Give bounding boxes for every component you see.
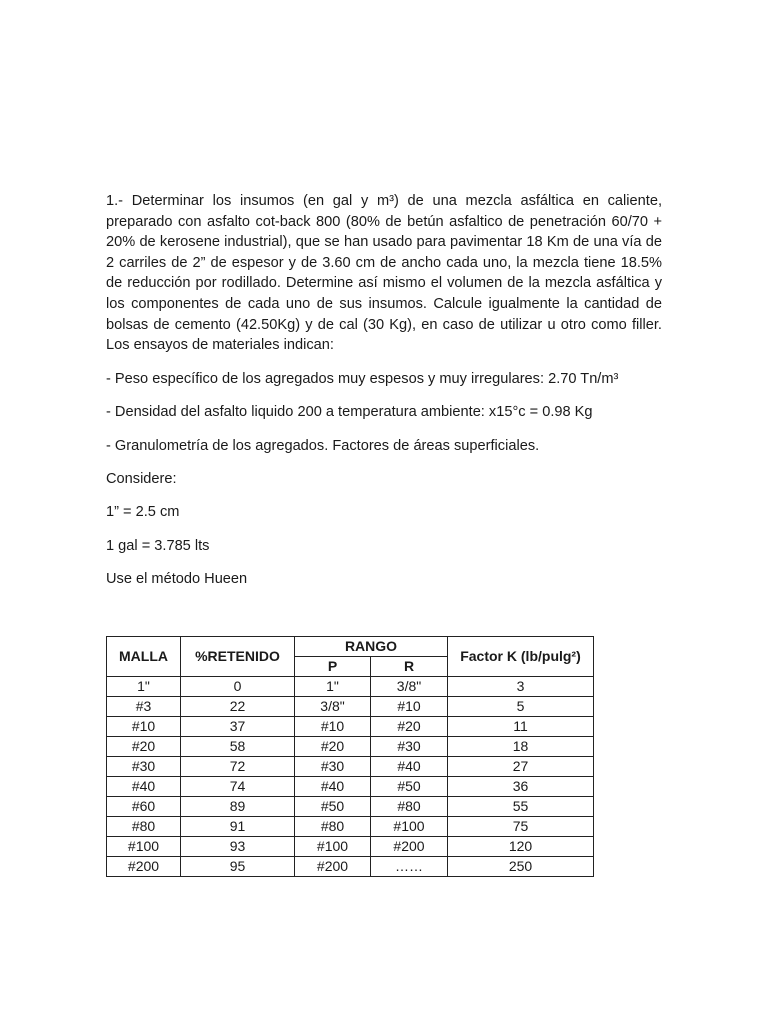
cell-r: #30 — [371, 737, 448, 757]
cell-p: 3/8" — [295, 697, 371, 717]
consider-label: Considere: — [106, 471, 177, 487]
cell-r: #10 — [371, 697, 448, 717]
cell-r: …… — [371, 857, 448, 877]
table-row — [107, 837, 594, 857]
cell-malla: #40 — [107, 777, 181, 797]
cell-malla: #100 — [107, 837, 181, 857]
cell-p: #100 — [295, 837, 371, 857]
cell-retenido: 58 — [181, 737, 295, 757]
cell-retenido: 74 — [181, 777, 295, 797]
cell-factor: 75 — [448, 817, 594, 837]
cell-factor: 250 — [448, 857, 594, 877]
cell-malla: 1" — [107, 677, 181, 697]
cell-malla: #200 — [107, 857, 181, 877]
header-retenido: %RETENIDO — [181, 637, 295, 677]
cell-retenido: 93 — [181, 837, 295, 857]
table-header — [107, 637, 594, 677]
table-row — [107, 857, 594, 877]
table-row — [107, 797, 594, 817]
table-row — [107, 757, 594, 777]
cell-retenido: 37 — [181, 717, 295, 737]
cell-malla: #3 — [107, 697, 181, 717]
cell-retenido: 72 — [181, 757, 295, 777]
cell-malla: #60 — [107, 797, 181, 817]
cell-retenido: 95 — [181, 857, 295, 877]
cell-factor: 11 — [448, 717, 594, 737]
cell-factor: 120 — [448, 837, 594, 857]
specific-weight-line: - Peso específico de los agregados muy espesos y muy irregulares: 2.70 Tn/m³ — [106, 371, 619, 387]
cell-r: 3/8" — [371, 677, 448, 697]
cell-retenido: 91 — [181, 817, 295, 837]
cell-retenido: 89 — [181, 797, 295, 817]
granulometry-table — [106, 636, 594, 877]
header-p: P — [295, 657, 371, 677]
table-row — [107, 677, 594, 697]
cell-factor: 36 — [448, 777, 594, 797]
header-rango: RANGO — [295, 637, 448, 657]
cell-r: #200 — [371, 837, 448, 857]
table-row — [107, 777, 594, 797]
header-r: R — [371, 657, 448, 677]
problem-statement: 1.- Determinar los insumos (en gal y m³) de una mezcla asfáltica en caliente, preparado con asfalto cot-back 800 (80% de betún asfaltico de penetración 60/70 + 20% de kerosene industrial), que se han usado para pavimentar 18 Km de una vía de 2 carriles de 2” de espesor y de 3.60 cm de ancho cada uno, la mezcla tiene 18.5% de reducción por rodillado. Determine así mismo el volumen de la mezcla asfáltica y los componentes de cada uno de sus insumos. Calcule igualmente la cantidad de bolsas de cemento (42.50Kg) y de cal (30 Kg), en caso de utilizar u otro como filler. Los ensayos de materiales indican: — [106, 193, 662, 354]
cell-p: #50 — [295, 797, 371, 817]
header-malla: MALLA — [107, 637, 181, 677]
cell-r: #40 — [371, 757, 448, 777]
cell-factor: 55 — [448, 797, 594, 817]
cell-malla: #30 — [107, 757, 181, 777]
cell-factor: 5 — [448, 697, 594, 717]
table-row — [107, 717, 594, 737]
method-line: Use el método Hueen — [106, 571, 248, 587]
table-row — [107, 737, 594, 757]
cell-r: #50 — [371, 777, 448, 797]
cell-factor: 18 — [448, 737, 594, 757]
cell-r: #100 — [371, 817, 448, 837]
cell-p: #80 — [295, 817, 371, 837]
cell-p: #40 — [295, 777, 371, 797]
density-line: - Densidad del asfalto liquido 200 a temperatura ambiente: x15°c = 0.98 Kg — [106, 404, 593, 420]
cell-factor: 27 — [448, 757, 594, 777]
cell-r: #80 — [371, 797, 448, 817]
cell-malla: #80 — [107, 817, 181, 837]
cell-r: #20 — [371, 717, 448, 737]
cell-retenido: 22 — [181, 697, 295, 717]
cell-malla: #10 — [107, 717, 181, 737]
cell-p: #30 — [295, 757, 371, 777]
cell-malla: #20 — [107, 737, 181, 757]
cell-p: 1" — [295, 677, 371, 697]
cell-p: #200 — [295, 857, 371, 877]
cell-retenido: 0 — [181, 677, 295, 697]
table-row — [107, 817, 594, 837]
header-factor: Factor K (lb/pulg²) — [448, 637, 594, 677]
inch-conversion: 1” = 2.5 cm — [106, 504, 180, 520]
cell-p: #10 — [295, 717, 371, 737]
granulometry-line: - Granulometría de los agregados. Factores de áreas superficiales. — [106, 438, 540, 454]
table-body — [107, 677, 594, 877]
table-row — [107, 697, 594, 717]
cell-factor: 3 — [448, 677, 594, 697]
cell-p: #20 — [295, 737, 371, 757]
gallon-conversion: 1 gal = 3.785 lts — [106, 538, 210, 554]
